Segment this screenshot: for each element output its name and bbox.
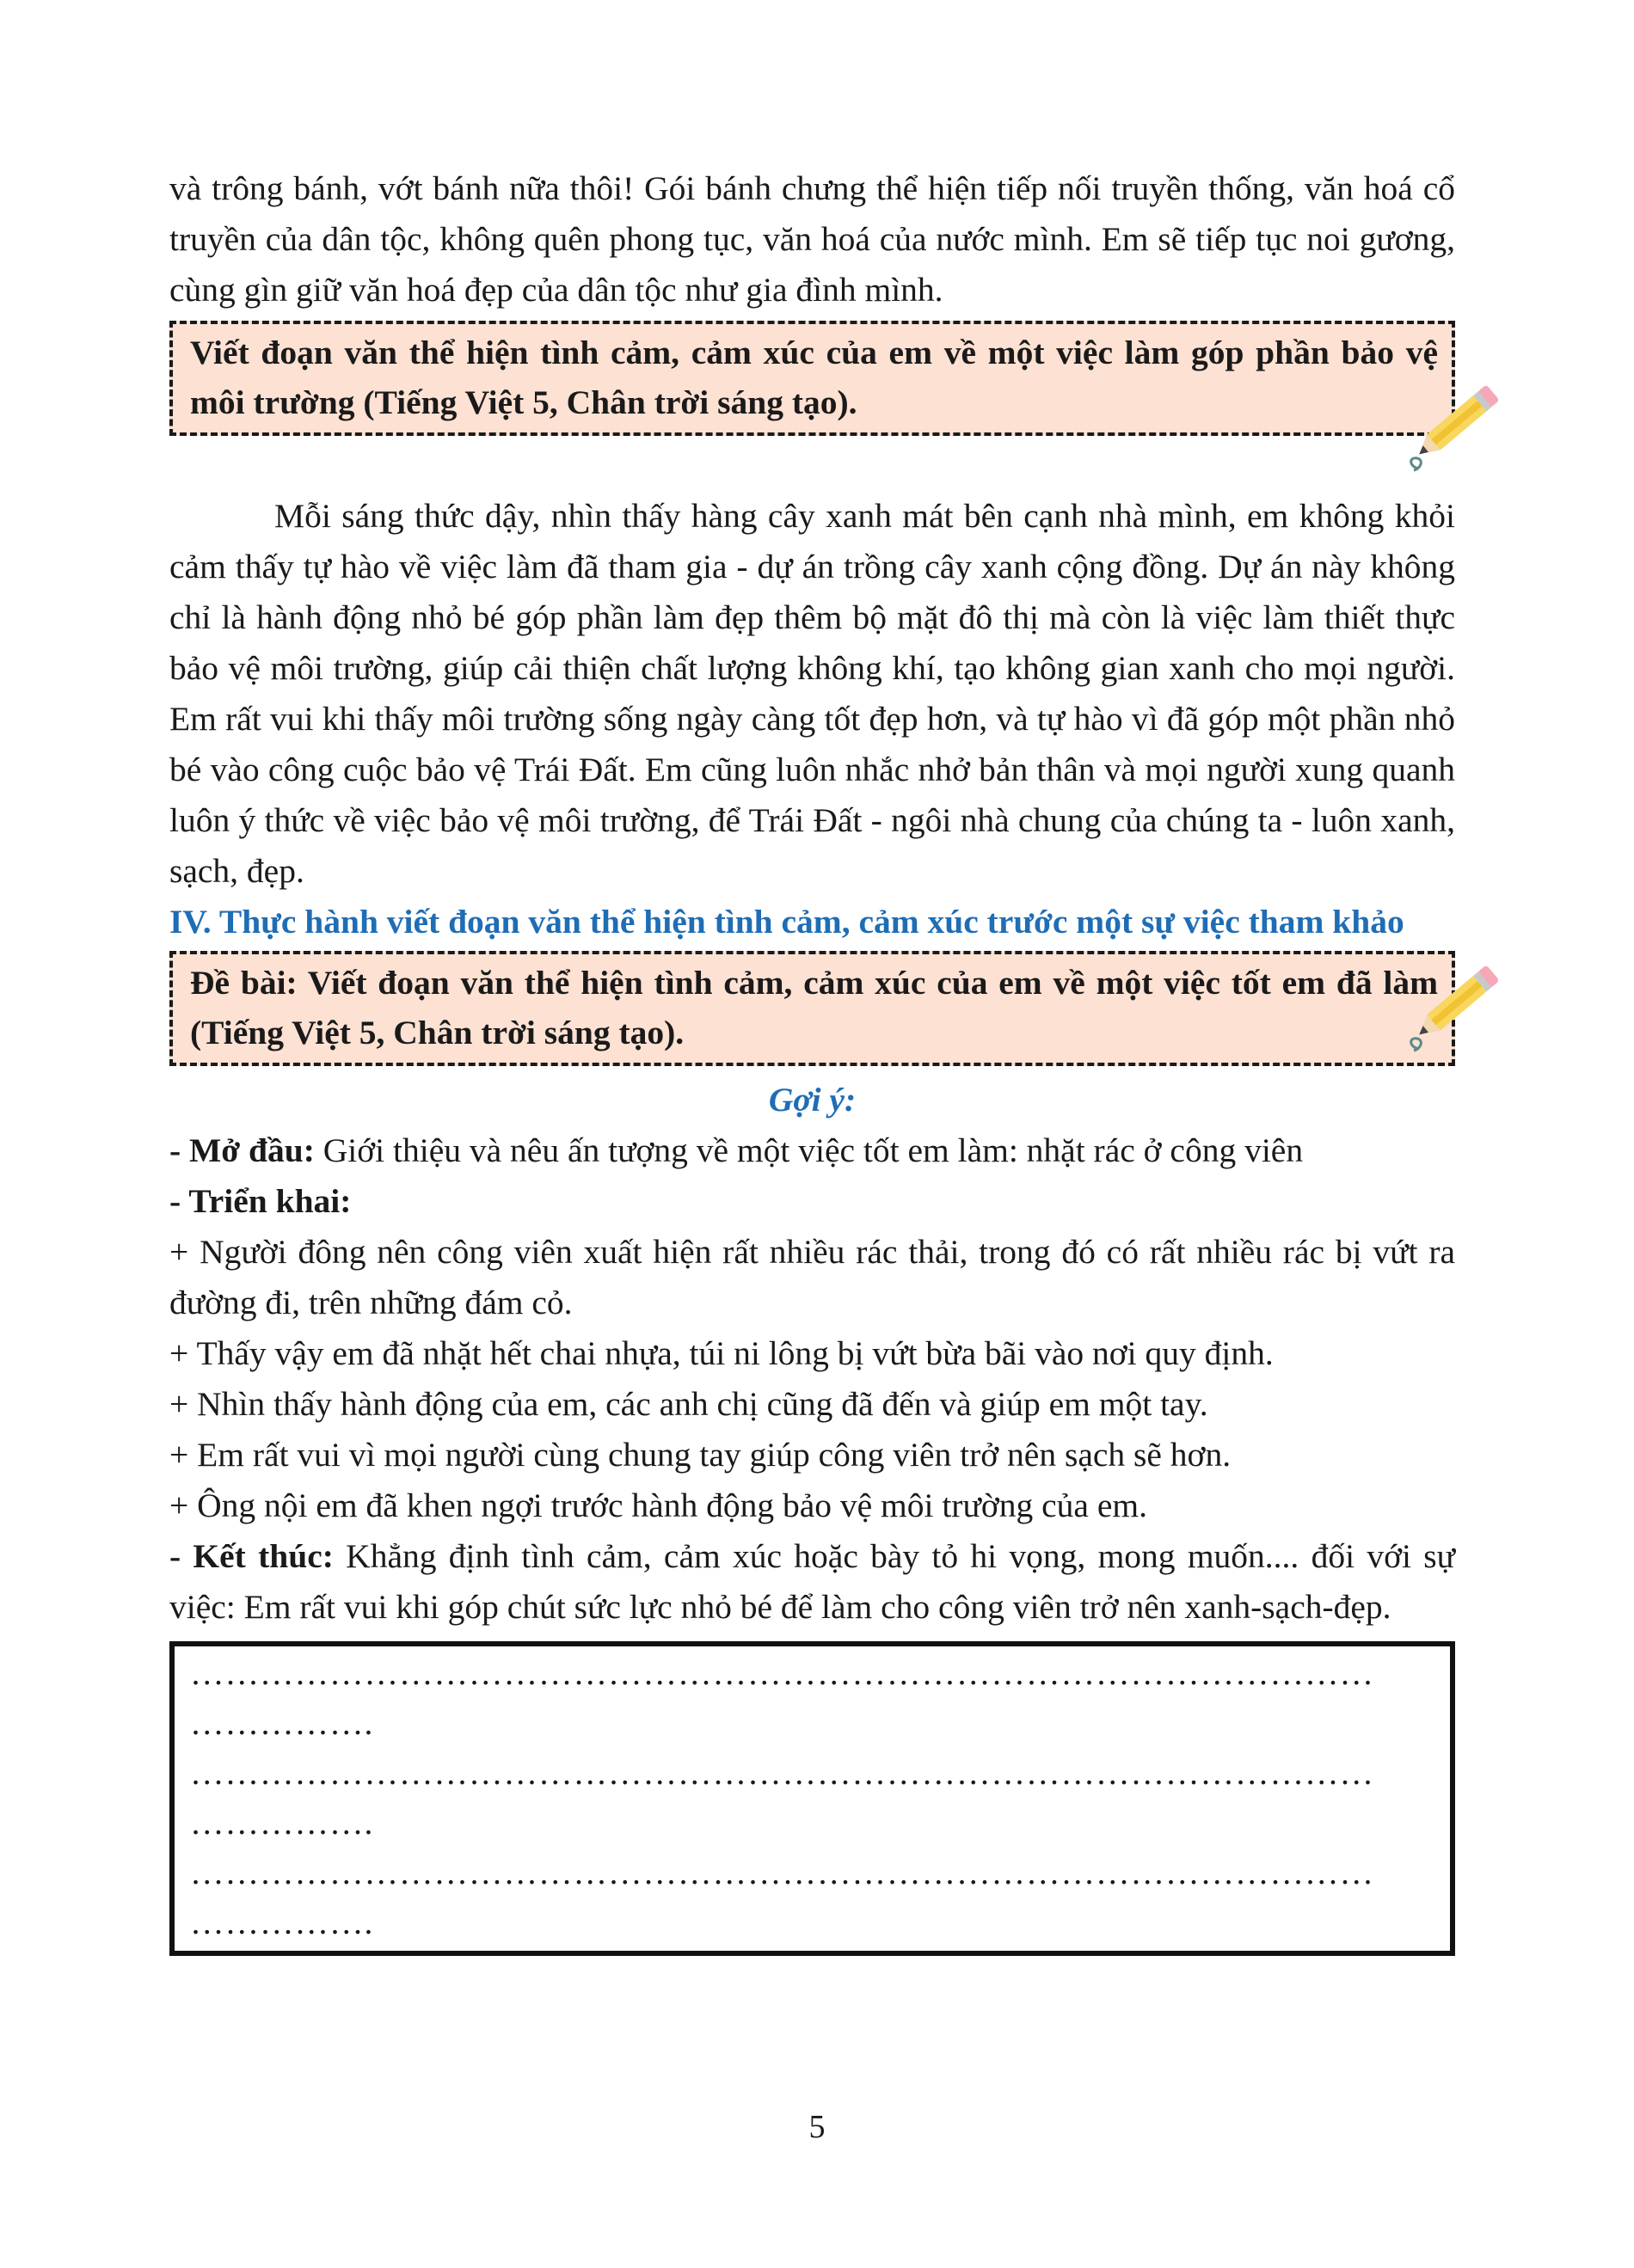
pencil-icon xyxy=(1402,374,1505,477)
page-number: 5 xyxy=(808,2109,826,2145)
writing-line: ……………. xyxy=(190,1804,374,1842)
writing-line: ………………………………………………………………………………………… xyxy=(190,1854,1374,1891)
hint-title: Gợi ý: xyxy=(768,1081,857,1119)
outline-end-label: - Kết thúc: xyxy=(169,1537,334,1575)
outline-open xyxy=(169,1125,1455,1176)
task-2-text: Đề bài: Viết đoạn văn thể hiện tình cảm, cảm xúc của em về một việc tốt em đã làm (Tiếng Việt 5, Chân trời sáng tạo). xyxy=(190,964,1438,1051)
section-heading: IV. Thực hành viết đoạn văn thể hiện tình cảm, cảm xúc trước một sự việc tham khảo xyxy=(169,903,1404,941)
task-1-text: Viết đoạn văn thể hiện tình cảm, cảm xúc của em về một việc làm góp phần bảo vệ môi trường (Tiếng Việt 5, Chân trời sáng tạo). xyxy=(190,334,1438,421)
writing-box[interactable] xyxy=(169,1641,1455,1956)
essay-paragraph: Mỗi sáng thức dậy, nhìn thấy hàng cây xanh mát bên cạnh nhà mình, em không khỏi cảm thấy tự hào về việc làm đã tham gia - dự án trồng cây xanh cộng đồng. Dự án này không chỉ là hành động nhỏ bé góp phần làm đẹp thêm bộ mặt đô thị mà còn là việc làm thiết thực bảo vệ môi trường, giúp cải thiện chất lượng không khí, tạo không gian xanh cho mọi người. Em rất vui khi thấy môi trường sống ngày càng tốt đẹp hơn, và tự hào vì đã góp một phần nhỏ bé vào công cuộc bảo vệ Trái Đất. Em cũng luôn nhắc nhở bản thân và mọi người xung quanh luôn ý thức về việc bảo vệ môi trường, để Trái Đất - ngôi nhà chung của chúng ta - luôn xanh, sạch, đẹp. xyxy=(169,497,1455,890)
writing-line: ……………. xyxy=(190,1903,374,1941)
outline-end xyxy=(169,1531,1455,1633)
outline-open-label: - Mở đầu: xyxy=(169,1131,315,1169)
outline-item: + Em rất vui vì mọi người cùng chung tay giúp công viên trở nên sạch sẽ hơn. xyxy=(169,1436,1232,1474)
outline-open-text: Giới thiệu và nêu ấn tượng về một việc tốt em làm: nhặt rác ở công viên xyxy=(314,1131,1304,1169)
intro-paragraph: và trông bánh, vớt bánh nữa thôi! Gói bánh chưng thể hiện tiếp nối truyền thống, văn hoá cổ truyền của dân tộc, không quên phong tục, văn hoá của nước mình. Em sẽ tiếp tục noi gương, cùng gìn giữ văn hoá đẹp của dân tộc như gia đình mình. xyxy=(169,169,1455,309)
writing-line: ……………. xyxy=(190,1704,374,1742)
writing-line: ………………………………………………………………………………………… xyxy=(190,1654,1374,1692)
document-page xyxy=(169,163,1455,1956)
outline-item: + Người đông nên công viên xuất hiện rất nhiều rác thải, trong đó có rất nhiều rác bị vứt ra đường đi, trên những đám cỏ. xyxy=(169,1233,1455,1321)
outline-item: + Ông nội em đã khen ngợi trước hành động bảo vệ môi trường của em. xyxy=(169,1486,1147,1524)
task-box-1 xyxy=(169,321,1455,436)
outline-item: + Nhìn thấy hành động của em, các anh chị cũng đã đến và giúp em một tay. xyxy=(169,1385,1208,1423)
outline-item: + Thấy vậy em đã nhặt hết chai nhựa, túi ni lông bị vứt bừa bãi vào nơi quy định. xyxy=(169,1334,1274,1372)
pencil-icon xyxy=(1402,954,1505,1057)
outline-body-label: - Triển khai: xyxy=(169,1182,352,1220)
outline-end-text: Khẳng định tình cảm, cảm xúc hoặc bày tỏ hi vọng, mong muốn.... đối với sự việc: Em rất vui khi góp chút sức lực nhỏ bé để làm cho công viên trở nên xanh-sạch-đẹp. xyxy=(169,1537,1455,1626)
writing-line: ………………………………………………………………………………………… xyxy=(190,1754,1374,1792)
task-box-2 xyxy=(169,951,1455,1066)
